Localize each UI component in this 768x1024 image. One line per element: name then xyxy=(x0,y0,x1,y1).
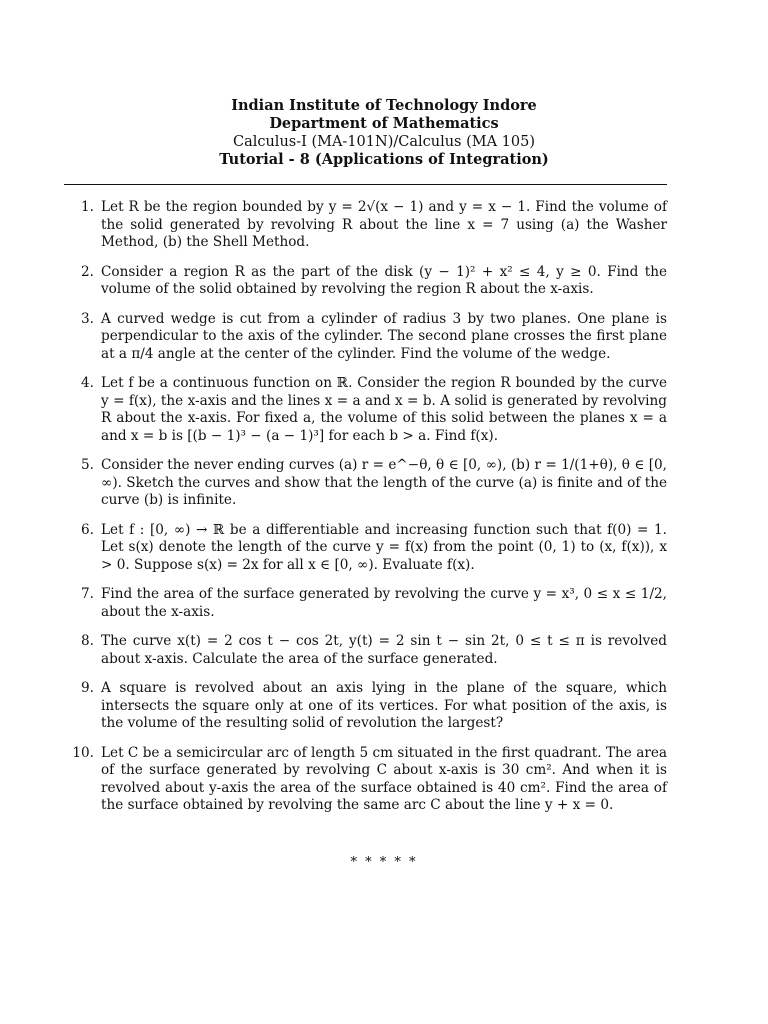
problem-text: Let f be a continuous function on ℝ. Consider the region R bounded by the curve y = f(x), the x-axis and the lines x = a and x = b. A solid is generated by revolving R about the x-axis. For fixed a, the volume of this solid between the planes x = a and x = b is [(b − 1)³ − (a − 1)³] for each b > a. Find f(x). xyxy=(101,375,667,444)
department-name: Department of Mathematics xyxy=(269,115,499,132)
problem-text: A curved wedge is cut from a cylinder of radius 3 by two planes. One plane is perpendicular to the axis of the cylinder. The second plane crosses the first plane at a π/4 angle at the center of the cylinder. Find the volume of the wedge. xyxy=(101,310,667,362)
problem-text: Let C be a semicircular arc of length 5 cm situated in the first quadrant. The area of the surface generated by revolving C about x-axis is 30 cm². And when it is revolved about y-axis the area of the surface obtained is 40 cm². Find the area of the surface obtained by revolving the same arc C about the line y + x = 0. xyxy=(101,744,667,813)
problem-number: 8. xyxy=(81,633,94,649)
document-header xyxy=(0,97,768,169)
problem-text: Let R be the region bounded by y = 2√(x − 1) and y = x − 1. Find the volume of the solid generated by revolving R about the line x = 7 using (a) the Washer Method, (b) the Shell Method. xyxy=(101,199,667,250)
problem-item xyxy=(64,745,667,815)
problem-number: 5. xyxy=(81,457,94,473)
institute-name: Indian Institute of Technology Indore xyxy=(231,97,537,114)
problem-item xyxy=(64,586,667,621)
problem-text: Consider a region R as the part of the disk (y − 1)² + x² ≤ 4, y ≥ 0. Find the volume of the solid obtained by revolving the region R about the x-axis. xyxy=(101,263,667,297)
problem-number: 4. xyxy=(81,375,94,391)
problem-number: 10. xyxy=(72,744,94,761)
problem-number: 9. xyxy=(81,680,94,696)
problem-text: The curve x(t) = 2 cos t − cos 2t, y(t) = 2 sin t − sin 2t, 0 ≤ t ≤ π is revolved about x-axis. Calculate the area of the surface generated. xyxy=(101,633,667,667)
problem-list xyxy=(64,199,667,827)
problem-number: 6. xyxy=(81,521,94,538)
problem-text: Let f : [0, ∞) → ℝ be a differentiable and increasing function such that f(0) = 1. Let s(x) denote the length of the curve y = f(x) from the point (0, 1) to (x, f(x)), x > 0. Suppose s(x) = 2x for all x ∈ [0, ∞). Evaluate f(x). xyxy=(101,521,667,573)
problem-number: 1. xyxy=(81,199,94,215)
header-divider xyxy=(64,184,667,185)
problem-item xyxy=(64,199,667,252)
problem-item xyxy=(64,264,667,299)
problem-item xyxy=(64,633,667,668)
problem-text: Consider the never ending curves (a) r = e^−θ, θ ∈ [0, ∞), (b) r = 1/(1+θ), θ ∈ [0, ∞). Sketch the curves and show that the length of the curve (a) is finite and of the curve (b) is infinite. xyxy=(101,457,667,508)
course-title: Calculus-I (MA-101N)/Calculus (MA 105) xyxy=(232,134,536,150)
problem-item xyxy=(64,311,667,364)
problem-item xyxy=(64,680,667,733)
problem-item xyxy=(64,522,667,575)
problem-text: A square is revolved about an axis lying in the plane of the square, which intersects the square only at one of its vertices. For what position of the axis, is the volume of the resulting solid of revolution the largest? xyxy=(101,680,667,731)
problem-item xyxy=(64,375,667,445)
end-marker: * * * * * xyxy=(350,855,418,870)
problem-number: 7. xyxy=(81,586,94,602)
problem-text: Find the area of the surface generated by revolving the curve y = x³, 0 ≤ x ≤ 1/2, about the x-axis. xyxy=(101,586,667,620)
problem-number: 3. xyxy=(81,310,94,327)
problem-number: 2. xyxy=(81,263,94,280)
problem-item xyxy=(64,457,667,510)
tutorial-title: Tutorial - 8 (Applications of Integration) xyxy=(219,151,549,168)
